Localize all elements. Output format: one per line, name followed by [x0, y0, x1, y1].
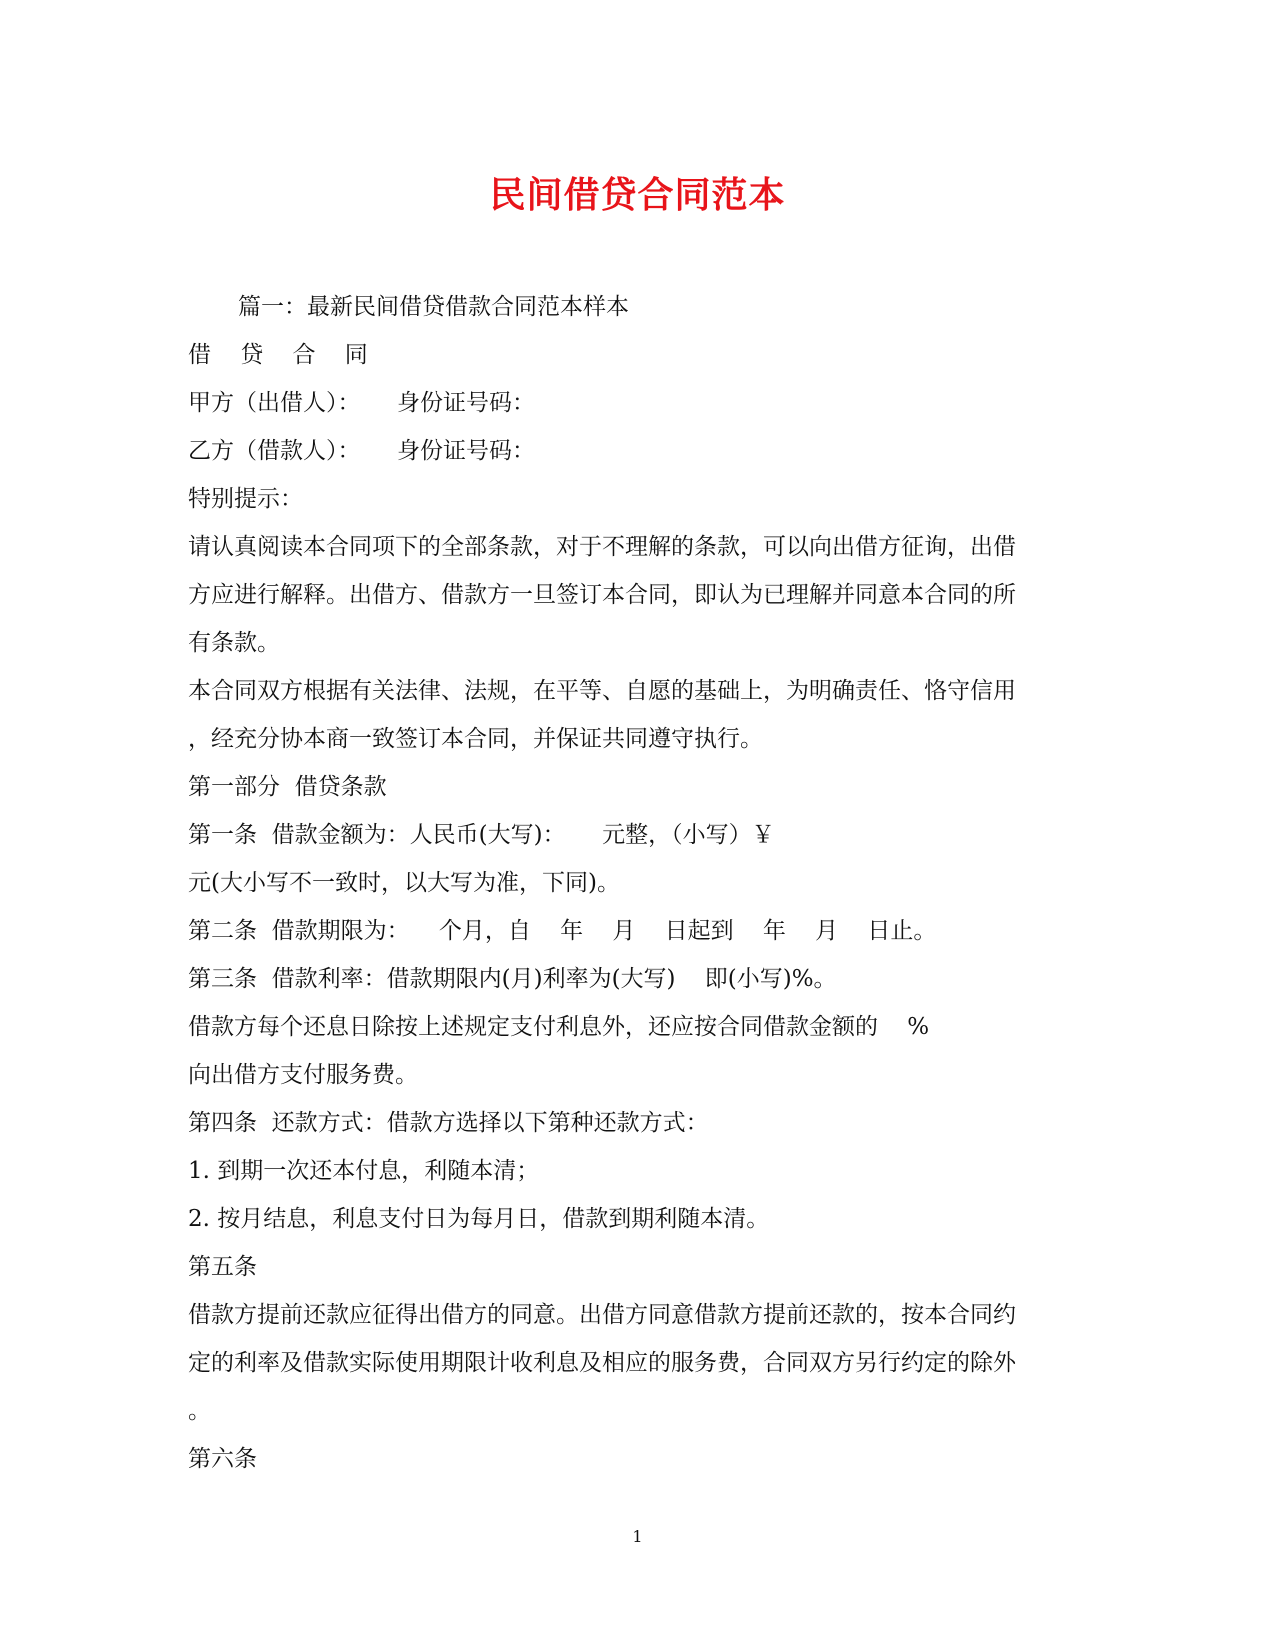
text-line: 元(大小写不一致时，以大写为准，下同)。 — [188, 870, 620, 896]
text-line: 定的利率及借款实际使用期限计收利息及相应的服务费，合同双方另行约定的除外 — [188, 1350, 1016, 1376]
section-heading: 篇一：最新民间借贷借款合同范本样本 — [238, 294, 629, 320]
article-3-line: 第三条 借款利率：借款期限内(月)利率为(大写) 即(小写)%。 — [188, 966, 837, 992]
document-body — [188, 283, 1088, 1483]
article-1-line: 第一条 借款金额为：人民币(大写)： 元整，（小写）￥ — [188, 822, 775, 848]
repayment-option-1: 1. 到期一次还本付息，利随本清； — [188, 1158, 540, 1184]
page-number: 1 — [632, 1527, 643, 1546]
text-line: ，经充分协本商一致签订本合同，并保证共同遵守执行。 — [188, 726, 763, 752]
part-one-heading: 第一部分 借贷条款 — [188, 774, 387, 800]
party-b-line: 乙方（借款人）： 身份证号码： — [188, 438, 536, 464]
text-line: 借款方每个还息日除按上述规定支付利息外，还应按合同借款金额的 % — [188, 1014, 930, 1040]
party-a-line: 甲方（出借人）： 身份证号码： — [188, 390, 536, 416]
text-line: 有条款。 — [188, 630, 280, 656]
text-line: 方应进行解释。出借方、借款方一旦签订本合同，即认为已理解并同意本合同的所 — [188, 582, 1016, 608]
text-line: 请认真阅读本合同项下的全部条款，对于不理解的条款，可以向出借方征询，出借 — [188, 534, 1016, 560]
repayment-option-2: 2. 按月结息，利息支付日为每月日，借款到期利随本清。 — [188, 1206, 770, 1232]
article-5-heading: 第五条 — [188, 1254, 257, 1280]
text-line: 借款方提前还款应征得出借方的同意。出借方同意借款方提前还款的，按本合同约 — [188, 1302, 1016, 1328]
text-line: 本合同双方根据有关法律、法规，在平等、自愿的基础上，为明确责任、恪守信用 — [188, 678, 1016, 704]
contract-heading: 借 贷 合 同 — [188, 342, 368, 368]
article-2-line: 第二条 借款期限为： 个月，自 年 月 日起到 年 月 日止。 — [188, 918, 937, 944]
article-4-line: 第四条 还款方式：借款方选择以下第种还款方式： — [188, 1110, 709, 1136]
text-line: 。 — [188, 1398, 211, 1424]
article-6-heading: 第六条 — [188, 1446, 257, 1472]
text-line: 向出借方支付服务费。 — [188, 1062, 418, 1088]
special-notice-heading: 特别提示： — [188, 486, 303, 512]
document-title: 民间借贷合同范本 — [489, 175, 786, 216]
